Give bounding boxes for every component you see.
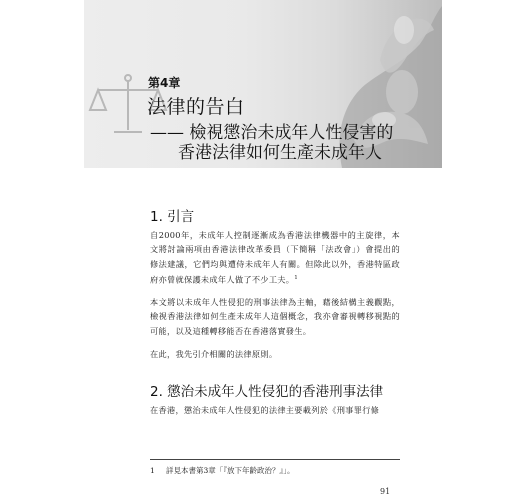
chapter-subtitle-line2: 香港法律如何生產未成年人 [178, 143, 382, 163]
footnote-text: 詳見本書第3章「『放下年齡政治？』」。 [166, 466, 295, 475]
footnote-number: 1 [150, 466, 155, 475]
paragraph: 在香港，懲治未成年人性侵犯的法律主要載列於《刑事罪行條 [150, 405, 380, 415]
paragraph: 在此，我先引介相關的法律原則。 [150, 349, 278, 359]
footnote [150, 465, 295, 476]
chapter-subtitle-line1: —— 檢視懲治未成年人性侵害的 [150, 123, 394, 143]
section-heading-criminal-law: 2. 懲治未成年人性侵犯的香港刑事法律 [150, 384, 384, 400]
chapter-title: 法律的告白 [147, 96, 245, 118]
page-number: 91 [380, 487, 391, 496]
footnote-reference[interactable]: 1 [294, 274, 299, 281]
chapter-label: 第4章 [148, 76, 181, 90]
section-heading-introduction: 1. 引言 [150, 209, 195, 225]
footnote-divider [150, 459, 400, 460]
paragraph: 本文將以未成年人性侵犯的刑事法律為主軸，藉後結構主義觀點，檢視香港法律如何生產未成年人這個概念，我亦會審視轉移視點的可能，以及這種轉移能否在香港落實發生。 [150, 297, 400, 336]
paragraph: 自2000年，未成年人控制逐漸成為香港法律機器中的主旋律，本文將討論兩項由香港法律改革委員（下簡稱「法改會」）會提出的修法建議，它們均與遭侍未成年人有關。但除此以外，香港特區政府亦曾就保護未成年人做了不少工夫。$^1$ [150, 230, 400, 285]
